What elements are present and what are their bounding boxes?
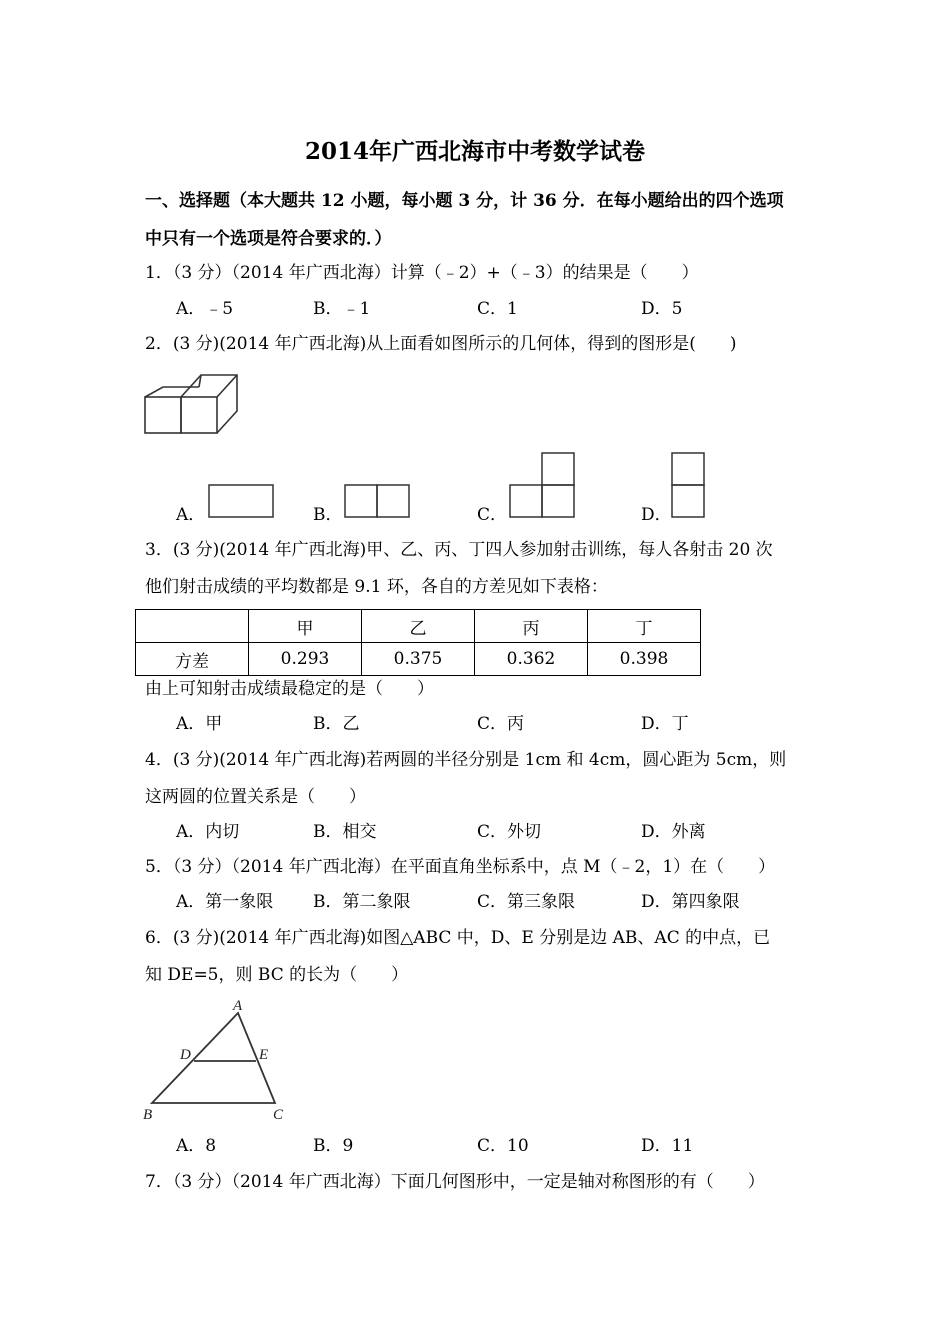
question-3-stem-line3: 由上可知射击成绩最稳定的是（ ） bbox=[145, 679, 434, 699]
q3-option-b: B．乙 bbox=[313, 714, 360, 734]
q5-option-b: B．第二象限 bbox=[313, 892, 411, 912]
q2-option-a: A． bbox=[176, 505, 206, 525]
q5-option-a: A．第一象限 bbox=[176, 892, 274, 912]
table-row bbox=[136, 643, 701, 676]
q1-option-a: A．﹣5 bbox=[176, 299, 234, 319]
q4-option-a: A．内切 bbox=[176, 822, 240, 842]
q3-option-a: A．甲 bbox=[176, 714, 223, 734]
q2-option-a-figure bbox=[208, 484, 274, 518]
vertex-label-b: B bbox=[143, 1107, 153, 1123]
q4-option-b: B．相交 bbox=[313, 822, 377, 842]
variance-table bbox=[135, 609, 701, 676]
q6-option-a: A．8 bbox=[176, 1136, 217, 1156]
table-cell: 0.398 bbox=[588, 643, 701, 676]
q6-option-b: B．9 bbox=[313, 1136, 354, 1156]
table-header-row bbox=[136, 610, 701, 643]
table-cell: 0.362 bbox=[475, 643, 588, 676]
page-title: 2014年广西北海市中考数学试卷 bbox=[304, 138, 645, 165]
question-5-stem: 5．（3 分）（2014 年广西北海）在平面直角坐标系中，点 M（﹣2，1）在（ ） bbox=[145, 857, 776, 877]
q4-option-d: D．外离 bbox=[641, 822, 706, 842]
table-header-cell: 丙 bbox=[475, 610, 588, 643]
table-cell: 0.293 bbox=[249, 643, 362, 676]
question-4-stem-line1: 4．(3 分)(2014 年广西北海)若两圆的半径分别是 1cm 和 4cm，圆心距为 5cm，则 bbox=[145, 750, 787, 770]
q6-option-c: C．10 bbox=[477, 1136, 529, 1156]
q4-option-c: C．外切 bbox=[477, 822, 542, 842]
section-heading-line1: 一、选择题（本大题共 12 小题，每小题 3 分，计 36 分．在每小题给出的四个选项 bbox=[145, 191, 784, 211]
q3-option-d: D．丁 bbox=[641, 714, 689, 734]
question-6-stem-line2: 知 DE=5，则 BC 的长为（ ） bbox=[145, 965, 409, 985]
table-header-cell: 乙 bbox=[362, 610, 475, 643]
q6-option-d: D．11 bbox=[641, 1136, 694, 1156]
q2-solid-figure bbox=[143, 373, 243, 435]
table-cell: 0.375 bbox=[362, 643, 475, 676]
question-2-stem: 2．(3 分)(2014 年广西北海)从上面看如图所示的几何体，得到的图形是( ) bbox=[145, 334, 737, 354]
question-3-stem-line2: 他们射击成绩的平均数都是 9.1 环，各自的方差见如下表格： bbox=[145, 577, 608, 597]
q1-option-b: B．﹣1 bbox=[313, 299, 371, 319]
q2-option-d-figure bbox=[671, 452, 705, 518]
vertex-label-e: E bbox=[259, 1047, 269, 1063]
q2-option-b-figure bbox=[344, 484, 410, 518]
q1-option-d: D．5 bbox=[641, 299, 683, 319]
table-cell: 方差 bbox=[136, 643, 249, 676]
q2-option-b: B． bbox=[313, 505, 343, 525]
q5-option-d: D．第四象限 bbox=[641, 892, 740, 912]
table-header-cell: 丁 bbox=[588, 610, 701, 643]
question-3-stem-line1: 3．(3 分)(2014 年广西北海)甲、乙、丙、丁四人参加射击训练，每人各射击 20 次 bbox=[145, 540, 773, 560]
vertex-label-c: C bbox=[273, 1107, 284, 1123]
table-header-cell bbox=[136, 610, 249, 643]
question-6-stem-line1: 6．(3 分)(2014 年广西北海)如图△ABC 中，D、E 分别是边 AB、AC 的中点，已 bbox=[145, 928, 771, 948]
q5-option-c: C．第三象限 bbox=[477, 892, 576, 912]
q3-option-c: C．丙 bbox=[477, 714, 525, 734]
question-1-stem: 1．（3 分）（2014 年广西北海）计算（﹣2）+（﹣3）的结果是（ ） bbox=[145, 263, 699, 283]
q1-option-c: C．1 bbox=[477, 299, 518, 319]
section-heading-line2: 中只有一个选项是符合要求的．） bbox=[145, 229, 392, 249]
question-7-stem: 7．（3 分）（2014 年广西北海）下面几何图形中，一定是轴对称图形的有（ ） bbox=[145, 1172, 765, 1192]
vertex-label-d: D bbox=[180, 1047, 191, 1063]
q6-triangle-figure bbox=[142, 995, 292, 1125]
q2-option-c-figure bbox=[509, 452, 575, 518]
q2-option-d: D． bbox=[641, 505, 672, 525]
vertex-label-a: A bbox=[233, 998, 243, 1014]
q2-option-c: C． bbox=[477, 505, 508, 525]
question-4-stem-line2: 这两圆的位置关系是（ ） bbox=[145, 787, 366, 807]
table-header-cell: 甲 bbox=[249, 610, 362, 643]
